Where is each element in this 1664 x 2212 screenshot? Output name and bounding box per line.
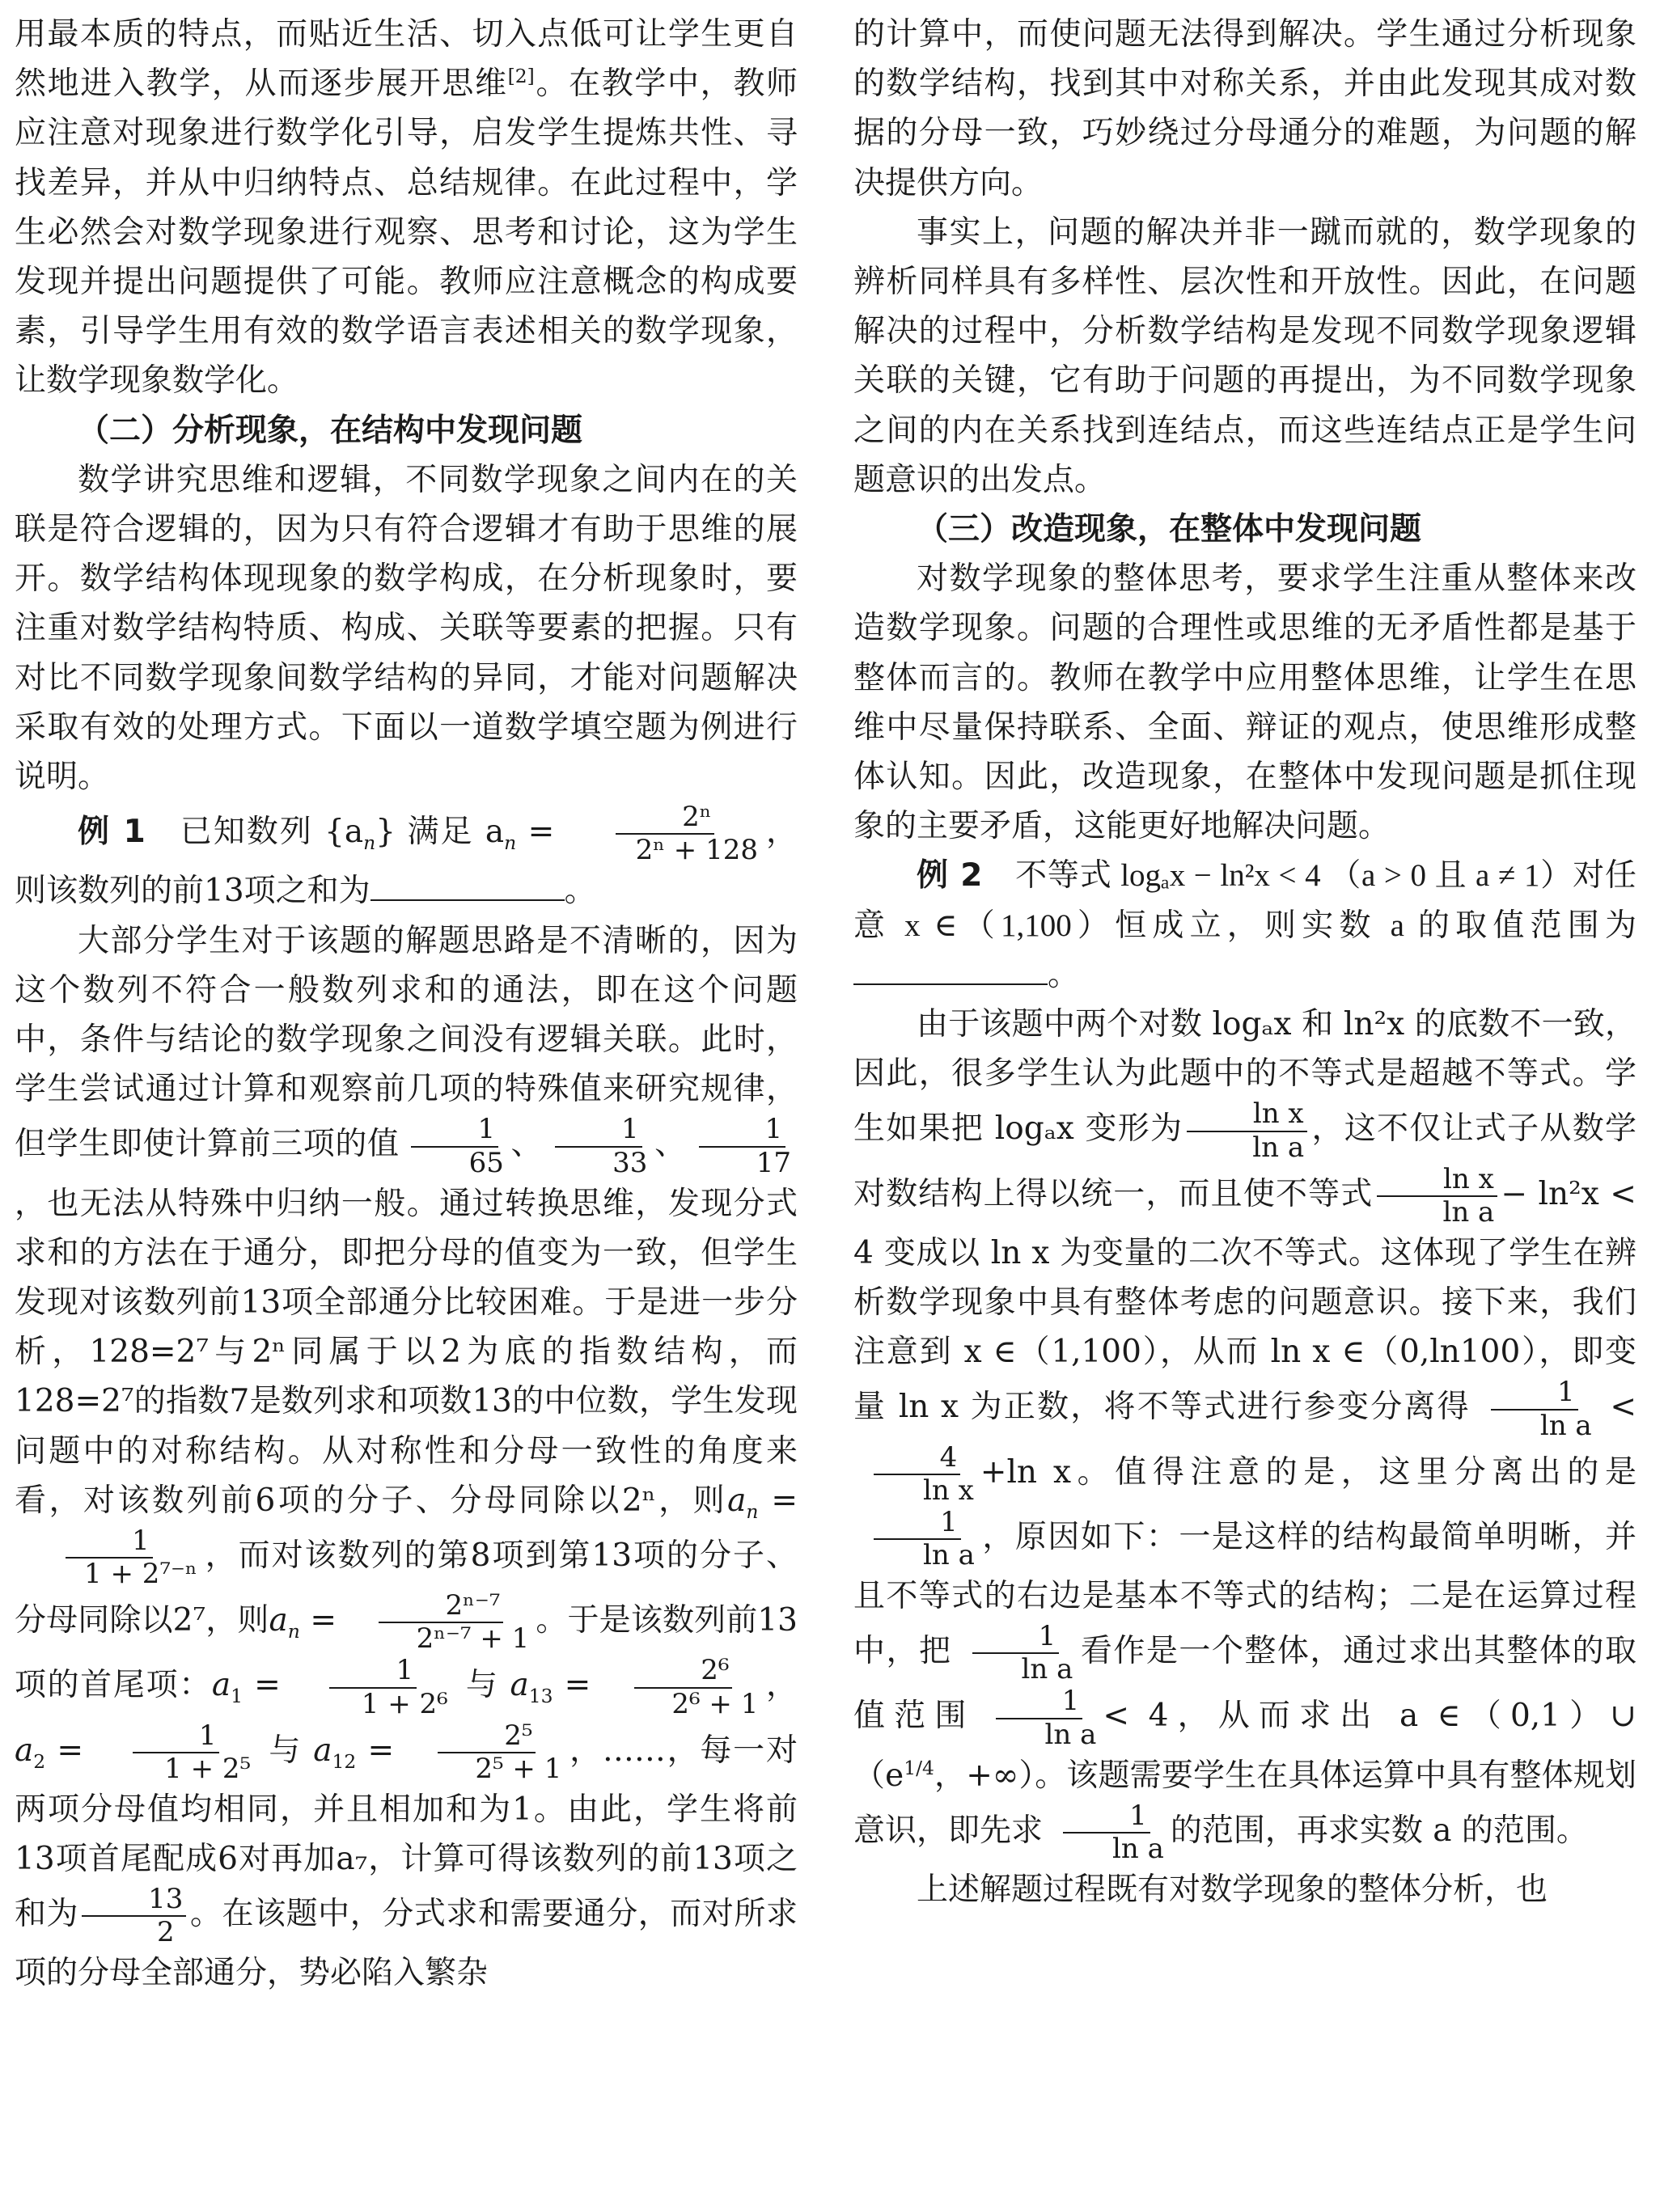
paragraph: 大部分学生对于该题的解题思路是不清晰的，因为这个数列不符合一般数列求和的通法，即在这个问题中，条件与结论的数学现象之间没有逻辑关联。此时，学生尝试通过计算和观察前几项的特殊值来研究规律，但学生即使计算前三项的值 $\frac{1}{65}$ 、 $\frac{1}{33}$ 、 $\frac{1}{17}$ ，也无法从特殊中归纳一般。通过转换思维，发现分式求和的方法在于通分，即把分母的值变为一致，但学生发现对该数列前13项全部通分比较困难。于是进一步分析，128=2⁷与2ⁿ同属于以2为底的指数结构，而128=2⁷的指数7是数列求和项数13的中位数，学生发现问题中的对称结构。从对称性和分母一致性的角度来看，对该数列前6项的分子、分母同除以2ⁿ，则$a_n$ = $\frac{1}{\text{1 + 2⁷⁻ⁿ}}$ ，而对该数列的第8项到第13项的分子、分母同除以2⁷，则$a_n$ = $\frac{\text{2ⁿ⁻⁷}}{\text{2ⁿ⁻⁷ + 1}}$ 。于是该数列前13项的首尾项：$a_1$ = $\frac{1}{\text{1 + 2⁶}}$ 与 $a_{13}$ = $\frac{\text{2⁶}}{\text{2⁶ + 1}}$ ，$a_2$ = $\frac{1}{\text{1 + 2⁵}}$ 与 $a_{12}$ = $\frac{\text{2⁵}}{\text{2⁵ + 1}}$ ，……，每一对两项分母值均相同，并且相加和为1。由此，学生将前13项首尾配成6对再加a₇，计算可得该数列的前13项之和为 $\frac{13}{2}$ 。在该题中，分式求和需要通分，而对所求项的分母全部通分，势必陷入繁杂 xyxy=(15,922,798,1992)
fraction: $\frac{\text{2ⁿ}}{\text{2ⁿ + 128}}$ xyxy=(569,801,761,866)
example-1: 例 1 已知数列 $\{a_n\}$ 满足 $a_n$ = $\frac{\text{2ⁿ}}{\text{2ⁿ + 128}}$ ，则该数列的前13项之和为 。 xyxy=(15,801,798,910)
left-column xyxy=(15,10,798,2212)
section-heading: （二）分析现象，在结构中发现问题 xyxy=(78,411,583,449)
fraction: $\frac{1}{\text{ln a}}$ xyxy=(857,1507,978,1571)
fraction: $\frac{1}{17}$ xyxy=(690,1114,794,1178)
fraction: $\frac{4}{\text{ln x}}$ xyxy=(857,1442,977,1507)
fraction: $\frac{\text{ln x}}{\text{ln a}}$ xyxy=(1186,1098,1307,1163)
example-label: 例 2 xyxy=(917,857,983,895)
answer-blank xyxy=(853,955,1048,985)
fraction: $\frac{\text{2ⁿ⁻⁷}}{\text{2ⁿ⁻⁷ + 1}}$ xyxy=(350,1590,533,1655)
fraction: $\frac{\text{ln x}}{\text{ln a}}$ xyxy=(1376,1164,1497,1229)
fraction: $\frac{1}{\text{ln a}}$ xyxy=(979,1685,1100,1750)
section-heading: （三）改造现象，在整体中发现问题 xyxy=(917,510,1422,548)
citation: [2] xyxy=(507,65,535,88)
right-column xyxy=(853,10,1636,2212)
paragraph: 的计算中，而使问题无法得到解决。学生通过分析现象的数学结构，找到其中对称关系，并由此发现其成对数据的分母一致，巧妙绕过分母通分的难题，为问题的解决提供方向。 xyxy=(853,16,1636,201)
answer-blank xyxy=(370,871,565,901)
fraction: $\frac{13}{2}$ xyxy=(82,1884,186,1948)
fraction: $\frac{\text{2⁶}}{\text{2⁶ + 1}}$ xyxy=(605,1655,761,1719)
fraction: $\frac{1}{\text{ln a}}$ xyxy=(1046,1800,1167,1865)
paragraph: 由于该题中两个对数 logₐx 和 ln²x 的底数不一致，因此，很多学生认为此题中的不等式是超越不等式。学生如果把 logₐx 变形为 $\frac{\text{ln x}}{\text{ln a}}$ ，这不仅让式子从数学对数结构上得以统一，而且使不等式 $\frac{\text{ln x}}{\text{ln a}}$ − ln²x < 4 变成以 ln x 为变量的二次不等式。这体现了学生在辨析数学现象中具有整体考虑的问题意识。接下来，我们注意到 x ∈（1,100），从而 ln x ∈（0,ln100），即变量 ln x 为正数，将不等式进行参变分离得 $\frac{1}{\text{ln a}}$ < $\frac{4}{\text{ln x}}$ +ln x。值得注意的是，这里分离出的是 $\frac{1}{\text{ln a}}$ ，原因如下：一是这样的结构最简单明晰，并且不等式的右边是基本不等式的结构；二是在运算过程中，把 $\frac{1}{\text{ln a}}$ 看作是一个整体，通过求出其整体的取值范围 $\frac{1}{\text{ln a}}$ < 4，从而求出 a $\in(0,1)\cup(e^{1/4}$，+∞）。该题需要学生在具体运算中具有整体规划意识，即先求 $\frac{1}{\text{ln a}}$ 的范围，再求实数 a 的范围。 xyxy=(853,1006,1636,1865)
paragraph: 数学讲究思维和逻辑，不同数学现象之间内在的关联是符合逻辑的，因为只有符合逻辑才有助于思维的展开。数学结构体现现象的数学构成，在分析现象时，要注重对数学结构特质、构成、关联等要素的把握。只有对比不同数学现象间数学结构的异同，才能对问题解决采取有效的处理方式。下面以一道数学填空题为例进行说明。 xyxy=(15,461,798,796)
paragraph: 用最本质的特点，而贴近生活、切入点低可让学生更自然地进入教学，从而逐步展开思维[2]。在教学中，教师应注意对现象进行数学化引导，启发学生提炼共性、寻找差异，并从中归纳特点、总结规律。在此过程中，学生必然会对数学现象进行观察、思考和讨论，这为学生发现并提出问题提供了可能。教师应注意概念的构成要素，引导学生用有效的数学语言表述相关的数学现象，让数学现象数学化。 xyxy=(15,16,798,400)
fraction: $\frac{1}{\text{ln a}}$ xyxy=(955,1621,1077,1685)
fraction: $\frac{1}{\text{1 + 2⁶}}$ xyxy=(295,1655,451,1719)
fraction: $\frac{1}{\text{ln a}}$ xyxy=(1474,1377,1595,1441)
fraction: $\frac{1}{33}$ xyxy=(546,1114,650,1178)
fraction: $\frac{\text{2⁵}}{\text{2⁵ + 1}}$ xyxy=(409,1720,565,1785)
fraction: $\frac{1}{\text{1 + 2⁷⁻ⁿ}}$ xyxy=(18,1525,201,1590)
example-label: 例 1 xyxy=(78,814,146,851)
example-2: 例 2 不等式 logₐx − ln²x < 4 （a > 0 且 a ≠ 1）对任意 x ∈（1,100）恒成立，则实数 a 的取值范围为。 xyxy=(853,857,1636,993)
fraction: $\frac{1}{\text{1 + 2⁵}}$ xyxy=(98,1720,254,1785)
fraction: $\frac{1}{65}$ xyxy=(403,1114,507,1178)
paragraph: 对数学现象的整体思考，要求学生注重从整体来改造数学现象。问题的合理性或思维的无矛盾性都是基于整体而言的。教师在教学中应用整体思维，让学生在思维中尽量保持联系、全面、辩证的观点，使思维形成整体认知。因此，改造现象，在整体中发现问题是抓住现象的主要矛盾，这能更好地解决问题。 xyxy=(853,560,1636,845)
paragraph: 上述解题过程既有对数学现象的整体分析，也 xyxy=(917,1871,1548,1908)
paragraph: 事实上，问题的解决并非一蹴而就的，数学现象的辨析同样具有多样性、层次性和开放性。因此，在问题解决的过程中，分析数学结构是发现不同数学现象逻辑关联的关键，它有助于问题的再提出，为不同数学现象之间的内在关系找到连结点，而这些连结点正是学生问题意识的出发点。 xyxy=(853,214,1636,498)
